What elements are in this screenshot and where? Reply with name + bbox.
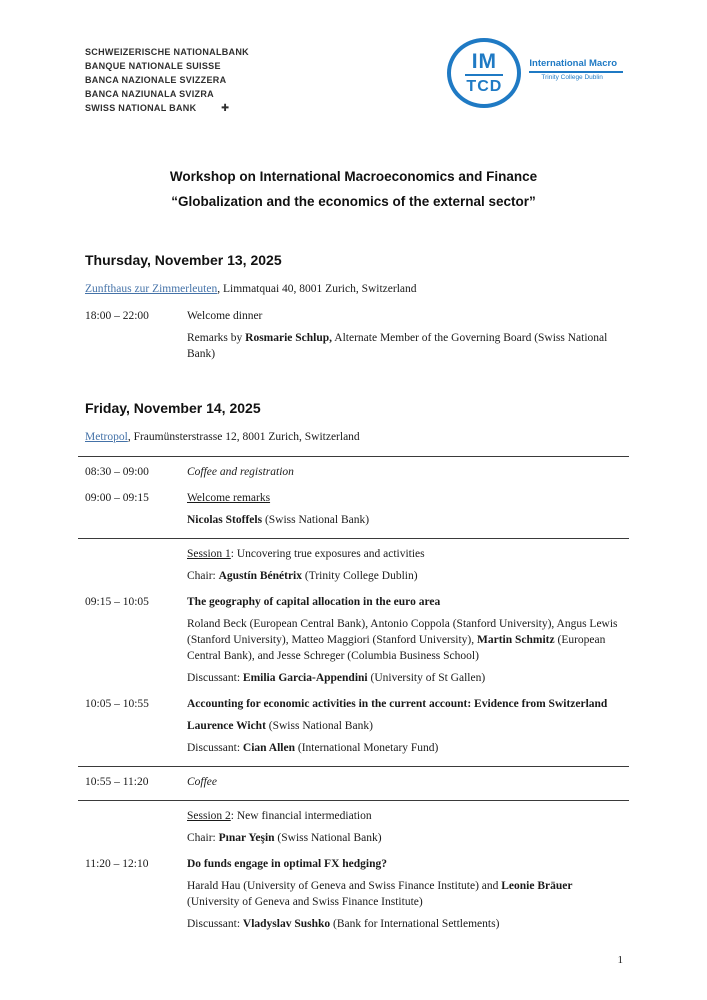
text-segment: Accounting for economic activities in the current account: Evidence from Switzerland xyxy=(187,698,608,710)
imtcd-label-main: International Macro xyxy=(529,58,623,73)
text-segment: Coffee xyxy=(187,776,218,788)
schedule-text xyxy=(187,594,625,610)
text-segment: : New financial intermediation xyxy=(230,810,372,822)
text-segment: (Swiss National Bank) xyxy=(262,514,370,526)
friday-section xyxy=(85,400,625,932)
friday-venue xyxy=(85,429,625,445)
text-segment: Cian Allen xyxy=(242,742,295,754)
text-segment: , Limmatquai 40, 8001 Zurich, Switzerland xyxy=(217,283,417,295)
table-rule xyxy=(78,766,629,767)
snb-logo xyxy=(85,46,249,116)
schedule-text xyxy=(187,696,625,712)
document-header xyxy=(0,0,707,116)
imtcd-tcd-text: TCD xyxy=(466,78,503,95)
schedule-row xyxy=(85,774,625,790)
schedule-row xyxy=(85,464,625,480)
text-segment: Welcome remarks xyxy=(187,492,271,504)
text-segment: Martin Schmitz xyxy=(477,634,555,646)
schedule-content xyxy=(187,856,625,932)
schedule-text xyxy=(187,718,625,734)
time-slot: 11:20 – 12:10 xyxy=(85,858,149,870)
schedule-text xyxy=(187,308,625,324)
imtcd-label-sub: Trinity College Dublin xyxy=(541,74,603,81)
snb-logo-line: SWISS NATIONAL BANK xyxy=(85,103,197,114)
text-segment: (International Monetary Fund) xyxy=(295,742,439,754)
snb-logo-line: BANCA NAZIUNALA SVIZRA xyxy=(85,89,214,100)
text-segment: Chair: xyxy=(187,832,219,844)
schedule-text xyxy=(187,330,625,362)
schedule-text xyxy=(187,878,625,910)
document-body xyxy=(0,252,707,932)
text-segment: Discussant: xyxy=(187,918,243,930)
schedule-row xyxy=(85,594,625,686)
schedule-row xyxy=(85,808,625,846)
text-segment: (University of Geneva and Swiss Finance Institute) xyxy=(187,896,423,908)
text-segment: Leonie Bräuer xyxy=(501,880,573,892)
thursday-section xyxy=(85,252,625,362)
text-segment: Roland Beck (European Central Bank), Antonio Coppola (Stanford University), Angus Lewis (Stanford University), Matteo Maggiori (Stanford University), xyxy=(187,618,618,646)
text-segment: Discussant: xyxy=(187,672,243,684)
time-slot: 09:00 – 09:15 xyxy=(85,492,149,504)
swiss-cross-icon: ✚ xyxy=(221,103,230,114)
imtcd-labels xyxy=(529,58,623,81)
schedule-text xyxy=(187,546,625,562)
table-rule xyxy=(78,800,629,801)
schedule-content xyxy=(187,808,625,846)
thursday-heading: Thursday, November 13, 2025 xyxy=(85,252,282,268)
schedule-text xyxy=(187,490,625,506)
schedule-content xyxy=(187,774,625,790)
time-slot: 09:15 – 10:05 xyxy=(85,596,149,608)
schedule-row xyxy=(85,308,625,362)
table-rule xyxy=(78,456,629,457)
schedule-content xyxy=(187,490,625,528)
text-segment: Rosmarie Schlup, xyxy=(245,332,333,344)
schedule-row xyxy=(85,696,625,756)
time-slot: 18:00 – 22:00 xyxy=(85,310,149,322)
schedule-text xyxy=(187,512,625,528)
text-segment: The geography of capital allocation in the euro area xyxy=(187,596,441,608)
imtcd-im-text: IM xyxy=(471,50,498,73)
schedule-text xyxy=(187,856,625,872)
text-segment: (Swiss National Bank) xyxy=(265,720,373,732)
snb-logo-line: BANCA NAZIONALE SVIZZERA xyxy=(85,75,227,86)
text-segment: Laurence Wicht xyxy=(187,720,266,732)
text-segment: Do funds engage in optimal FX hedging? xyxy=(187,858,388,870)
text-segment: Welcome dinner xyxy=(187,310,263,322)
time-slot: 10:05 – 10:55 xyxy=(85,698,149,710)
schedule-text xyxy=(187,670,625,686)
schedule-content xyxy=(187,594,625,686)
thursday-schedule xyxy=(85,308,625,362)
time-slot xyxy=(85,808,187,846)
text-segment: , Fraumünsterstrasse 12, 8001 Zurich, Switzerland xyxy=(127,431,360,443)
title-block xyxy=(0,164,707,214)
imtcd-logo xyxy=(447,38,623,108)
schedule-content xyxy=(187,464,625,480)
text-segment: Alternate Member of the Governing Board (Swiss National Bank) xyxy=(187,332,608,360)
schedule-text xyxy=(187,740,625,756)
schedule-text xyxy=(187,568,625,584)
text-segment: Vladyslav Sushko xyxy=(242,918,331,930)
text-segment: Agustín Bénétrix xyxy=(218,570,302,582)
schedule-content xyxy=(187,308,625,362)
text-segment: Session 2 xyxy=(187,810,231,822)
text-segment: Chair: xyxy=(187,570,219,582)
time-slot: 08:30 – 09:00 xyxy=(85,466,149,478)
text-segment: : Uncovering true exposures and activities xyxy=(230,548,425,560)
imtcd-circle-icon xyxy=(447,38,521,108)
text-segment: Harald Hau (University of Geneva and Swiss Finance Institute) and xyxy=(187,880,502,892)
text-segment: Session 1 xyxy=(187,548,231,560)
imtcd-divider xyxy=(465,74,503,76)
table-rule xyxy=(78,538,629,539)
venue-link[interactable]: Metropol xyxy=(85,431,128,443)
text-segment: (Swiss National Bank) xyxy=(274,832,382,844)
text-segment: (University of St Gallen) xyxy=(367,672,486,684)
venue-link[interactable]: Zunfthaus zur Zimmerleuten xyxy=(85,283,218,295)
text-segment: Nicolas Stoffels xyxy=(187,514,263,526)
text-segment: (Trinity College Dublin) xyxy=(302,570,418,582)
time-slot xyxy=(85,546,187,584)
text-segment: (Bank for International Settlements) xyxy=(330,918,500,930)
friday-heading: Friday, November 14, 2025 xyxy=(85,400,261,416)
schedule-text xyxy=(187,916,625,932)
schedule-text xyxy=(187,464,625,480)
page-number: 1 xyxy=(617,954,623,966)
text-segment: Coffee and registration xyxy=(187,466,294,478)
snb-logo-line: BANQUE NATIONALE SUISSE xyxy=(85,61,221,72)
text-segment: Emilia Garcia-Appendini xyxy=(242,672,368,684)
time-slot: 10:55 – 11:20 xyxy=(85,776,149,788)
text-segment: Discussant: xyxy=(187,742,243,754)
schedule-row xyxy=(85,546,625,584)
friday-schedule xyxy=(85,456,625,932)
schedule-row xyxy=(85,856,625,932)
schedule-text xyxy=(187,774,625,790)
text-segment: Remarks by xyxy=(187,332,246,344)
schedule-row xyxy=(85,490,625,528)
schedule-text xyxy=(187,616,625,664)
schedule-content xyxy=(187,546,625,584)
workshop-title: Workshop on International Macroeconomics and Finance xyxy=(169,169,538,184)
text-segment: (European Central Bank), and Jesse Schreger (Columbia Business School) xyxy=(187,634,606,662)
schedule-content xyxy=(187,696,625,756)
text-segment: Pınar Yeşin xyxy=(218,832,275,844)
schedule-text xyxy=(187,830,625,846)
thursday-venue xyxy=(85,281,625,297)
workshop-subtitle: “Globalization and the economics of the external sector” xyxy=(171,194,536,209)
snb-logo-line: SCHWEIZERISCHE NATIONALBANK xyxy=(85,47,249,58)
schedule-text xyxy=(187,808,625,824)
